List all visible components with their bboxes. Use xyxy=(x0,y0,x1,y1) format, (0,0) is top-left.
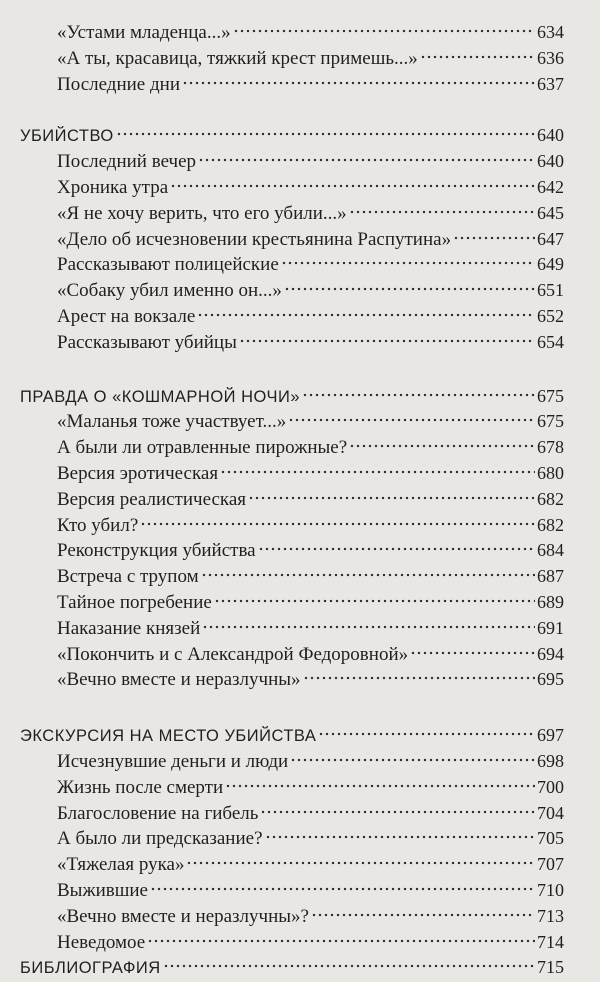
toc-section-title: БИБЛИОГРАФИЯ xyxy=(20,959,161,978)
toc-entry-page: 682 xyxy=(537,488,564,509)
toc-entry-page: 636 xyxy=(537,47,564,68)
toc-entry-page: 634 xyxy=(537,22,564,42)
leader-dots xyxy=(420,54,535,60)
leader-dots xyxy=(349,443,535,449)
toc-entry xyxy=(0,46,600,72)
toc-entry-title: «Устами младенца...» xyxy=(57,22,231,43)
toc-entry-title: Реконструкция убийства xyxy=(57,540,256,562)
toc-entry xyxy=(0,667,600,693)
toc-entry-page: 649 xyxy=(537,254,564,275)
toc-entry-page: 714 xyxy=(537,931,564,952)
toc-entry-title: Рассказывают убийцы xyxy=(57,331,237,353)
toc-entry-title: Арест на вокзале xyxy=(57,305,196,327)
leader-dots xyxy=(303,675,535,681)
toc-entry xyxy=(0,513,600,539)
leader-dots xyxy=(147,938,535,944)
toc-entry-page: 691 xyxy=(537,617,564,638)
toc-entry-page: 687 xyxy=(537,566,564,587)
toc-section-page: 697 xyxy=(537,725,564,746)
toc-section-heading xyxy=(0,384,600,410)
toc-entry xyxy=(0,72,600,98)
leader-dots xyxy=(453,235,535,241)
toc-entry xyxy=(0,749,600,775)
toc-section-page: 640 xyxy=(537,125,564,146)
toc-entry-page: 678 xyxy=(537,437,564,458)
leader-dots xyxy=(233,28,535,34)
toc-entry xyxy=(0,801,600,827)
toc-entry-page: 700 xyxy=(537,776,564,797)
leader-dots xyxy=(225,783,535,789)
toc-entry-page: 680 xyxy=(537,462,564,483)
toc-entry xyxy=(0,590,600,616)
toc-section-page: 675 xyxy=(537,385,564,406)
toc-entry-title: А было ли предсказание? xyxy=(57,828,263,850)
toc-section-title: ПРАВДА О «КОШМАРНОЙ НОЧИ» xyxy=(20,387,301,406)
toc-entry xyxy=(0,538,600,564)
leader-dots xyxy=(260,809,535,815)
toc-entry-page: 713 xyxy=(537,905,564,926)
toc-entry-title: Встреча с трупом xyxy=(57,566,199,588)
toc-entry-title: Неведомое xyxy=(57,931,146,953)
toc-entry-title: Тайное погребение xyxy=(57,591,212,613)
toc-entry xyxy=(0,487,600,513)
toc-section-heading xyxy=(0,723,600,749)
toc-entry-page: 647 xyxy=(537,228,564,249)
leader-dots xyxy=(197,312,535,318)
toc-entry-title: Наказание князей xyxy=(57,617,201,639)
leader-dots xyxy=(198,157,535,163)
toc-entry xyxy=(0,252,600,278)
toc-entry-title: Кто убил? xyxy=(57,514,139,536)
toc-entry xyxy=(0,642,600,668)
toc-entry-title: Последний вечер xyxy=(57,151,197,173)
leader-dots xyxy=(140,521,535,527)
leader-dots xyxy=(186,860,535,866)
leader-dots xyxy=(163,963,535,969)
toc-entry-page: 645 xyxy=(537,202,564,223)
toc-section-title: ЭКСКУРСИЯ НА МЕСТО УБИЙСТВА xyxy=(20,727,317,746)
toc-entry-title: «Тяжелая рука» xyxy=(57,854,185,876)
leader-dots xyxy=(349,209,535,215)
leader-dots xyxy=(302,392,535,398)
toc-entry-page: 705 xyxy=(537,828,564,849)
toc-entry xyxy=(0,278,600,304)
toc-entry-page: 675 xyxy=(537,411,564,432)
toc-entry-page: 652 xyxy=(537,305,564,326)
toc-entry xyxy=(0,20,600,46)
toc-entry-title: Версия эротическая xyxy=(57,462,219,484)
table-of-contents xyxy=(0,20,600,981)
toc-entry-page: 707 xyxy=(537,854,564,875)
leader-dots xyxy=(116,131,535,137)
toc-entry xyxy=(0,904,600,930)
toc-entry-page: 698 xyxy=(537,750,564,771)
toc-entry-page: 642 xyxy=(537,176,564,197)
toc-entry-title: «А ты, красавица, тяжкий крест примешь...» xyxy=(57,47,418,69)
toc-entry-title: «Дело об исчезновении крестьянина Распутина» xyxy=(57,228,452,250)
leader-dots xyxy=(258,546,535,552)
toc-entry xyxy=(0,227,600,253)
toc-entry xyxy=(0,149,600,175)
toc-entry xyxy=(0,852,600,878)
toc-entry-title: «Я не хочу верить, что его убили...» xyxy=(57,202,347,224)
toc-entry-page: 695 xyxy=(537,669,564,690)
toc-entry-title: Хроника утра xyxy=(57,176,169,198)
toc-entry xyxy=(0,461,600,487)
toc-entry-page: 710 xyxy=(537,879,564,900)
leader-dots xyxy=(150,886,535,892)
toc-entry-page: 694 xyxy=(537,643,564,664)
toc-entry-title: «Покончить и с Александрой Федоровной» xyxy=(57,643,409,665)
leader-dots xyxy=(202,624,535,630)
toc-entry xyxy=(0,930,600,956)
toc-entry-title: Версия реалистическая xyxy=(57,488,247,510)
toc-entry-page: 684 xyxy=(537,540,564,561)
toc-entry-page: 704 xyxy=(537,802,564,823)
toc-entry-title: «Маланья тоже участвует...» xyxy=(57,411,287,433)
toc-entry xyxy=(0,435,600,461)
leader-dots xyxy=(265,834,535,840)
leader-dots xyxy=(318,731,535,737)
leader-dots xyxy=(284,286,535,292)
toc-section-heading xyxy=(0,955,600,981)
toc-section-heading xyxy=(0,123,600,149)
toc-entry-title: «Вечно вместе и неразлучны»? xyxy=(57,905,309,927)
toc-entry xyxy=(0,330,600,356)
leader-dots xyxy=(239,338,535,344)
leader-dots xyxy=(220,469,535,475)
toc-entry xyxy=(0,304,600,330)
leader-dots xyxy=(311,912,535,918)
toc-entry-title: «Вечно вместе и неразлучны» xyxy=(57,669,301,691)
toc-entry-title: Жизнь после смерти xyxy=(57,776,224,798)
toc-entry xyxy=(0,775,600,801)
leader-dots xyxy=(170,183,535,189)
toc-entry-page: 689 xyxy=(537,591,564,612)
toc-entry-page: 651 xyxy=(537,280,564,301)
toc-entry-title: Последние дни xyxy=(57,73,180,95)
toc-entry-page: 637 xyxy=(537,73,564,94)
toc-section-page: 715 xyxy=(537,957,564,978)
toc-entry-title: Исчезнувшие деньги и люди xyxy=(57,750,289,772)
leader-dots xyxy=(288,417,535,423)
toc-entry-page: 640 xyxy=(537,151,564,172)
leader-dots xyxy=(290,757,535,763)
toc-entry-page: 654 xyxy=(537,331,564,352)
leader-dots xyxy=(201,572,535,578)
toc-entry-title: «Собаку убил именно он...» xyxy=(57,280,282,302)
leader-dots xyxy=(214,598,535,604)
toc-entry-title: Выжившие xyxy=(57,879,148,901)
toc-entry xyxy=(0,878,600,904)
leader-dots xyxy=(182,80,535,86)
toc-entry xyxy=(0,201,600,227)
toc-entry-title: Благословение на гибель xyxy=(57,802,259,824)
toc-entry-title: А были ли отравленные пирожные? xyxy=(57,437,348,459)
toc-entry xyxy=(0,175,600,201)
leader-dots xyxy=(248,495,535,501)
leader-dots xyxy=(281,260,535,266)
toc-section-title: УБИЙСТВО xyxy=(20,127,114,146)
toc-entry xyxy=(0,409,600,435)
toc-entry xyxy=(0,616,600,642)
toc-entry xyxy=(0,564,600,590)
leader-dots xyxy=(410,650,535,656)
toc-entry xyxy=(0,826,600,852)
toc-entry-page: 682 xyxy=(537,514,564,535)
toc-entry-title: Рассказывают полицейские xyxy=(57,254,279,276)
